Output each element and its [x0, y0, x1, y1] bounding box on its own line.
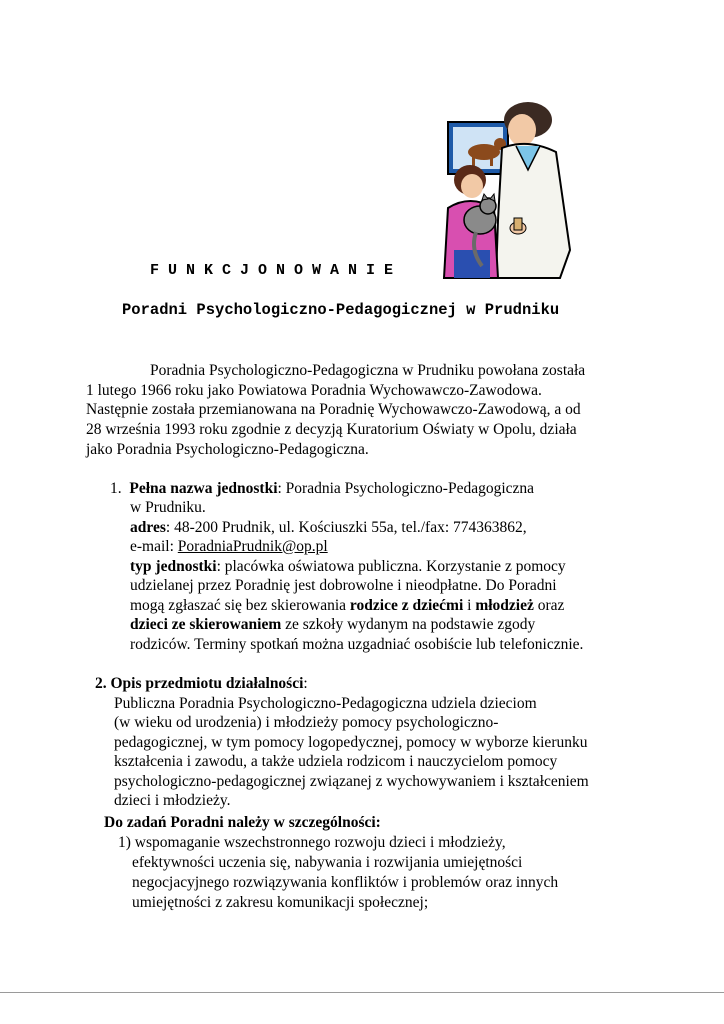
section1-type-line-5: rodziców. Terminy spotkań można uzgadniać osobiście lub telefonicznie.: [130, 636, 584, 653]
section2-heading: [95, 674, 308, 694]
intro-line: Poradnia Psychologiczno-Pedagogiczna w Prudniku powołana została: [150, 362, 586, 379]
section1-address-line: [130, 518, 527, 538]
text-segment: mogą zgłaszać się bez skierowania: [130, 597, 350, 614]
tasks-heading: [104, 813, 381, 833]
email-link[interactable]: PoradniaPrudnik@op.pl: [177, 538, 328, 555]
section2-line: Publiczna Poradnia Psychologiczno-Pedagogiczna udziela dzieciom: [114, 695, 537, 712]
section2-line: (w wieku od urodzenia) i młodzieży pomocy psychologiczno-: [114, 714, 499, 731]
section1-type-line-2: udzielanej przez Poradnię jest dobrowolne i nieodpłatne. Do Poradni: [130, 577, 557, 594]
text-segment: ze szkoły wydanym na podstawie zgody: [281, 616, 536, 633]
address-value: : 48-200 Prudnik, ul. Kościuszki 55a, tel./fax: 774363862,: [165, 519, 527, 536]
intro-line: 28 września 1993 roku zgodnie z decyzją Kuratorium Oświaty w Opolu, działa: [86, 421, 577, 438]
bold-parents-children: rodzice z dziećmi: [349, 597, 464, 614]
section2-colon: :: [303, 675, 308, 692]
section1-name-line: [110, 479, 534, 499]
section1-name-cont: w Prudniku.: [130, 499, 206, 516]
task-line: umiejętności z zakresu komunikacji społecznej;: [132, 894, 429, 911]
section1-name-label: Pełna nazwa jednostki: [129, 480, 278, 497]
section2-line: dzieci i młodzieży.: [114, 792, 231, 809]
bold-youth: młodzież: [475, 597, 534, 614]
section2-line: psychologiczno-pedagogicznej związanej z wychowywaniem i kształceniem: [114, 773, 589, 790]
heading-funkcjonowanie: F U N K C J O N O W A N I E: [150, 262, 394, 279]
section2-number: 2: [95, 675, 103, 692]
teacher-child-cat-clipart-icon: [432, 100, 572, 280]
section1-name-value: : Poradnia Psychologiczno-Pedagogiczna: [277, 480, 535, 497]
task-line: efektywności uczenia się, nabywania i rozwijania umiejętności: [132, 854, 523, 871]
bold-children-referral: dzieci ze skierowaniem: [130, 616, 282, 633]
intro-line: Następnie została przemianowana na Poradnię Wychowawczo-Zawodową, a od: [86, 401, 581, 418]
intro-line: jako Poradnia Psychologiczno-Pedagogiczna.: [86, 441, 369, 458]
task-line: 1) wspomaganie wszechstronnego rozwoju dzieci i młodzieży,: [118, 834, 506, 851]
tasks-heading-text: Do zadań Poradni należy w szczególności:: [104, 814, 381, 831]
address-label: adres: [130, 519, 166, 536]
type-value: : placówka oświatowa publiczna. Korzystanie z pomocy: [216, 558, 566, 575]
section1-type-line-3: [130, 596, 564, 616]
section1-number: 1.: [110, 480, 122, 497]
page-bottom-rule: [0, 992, 724, 993]
text-segment: i: [463, 597, 476, 614]
intro-line: 1 lutego 1966 roku jako Powiatowa Poradnia Wychowawczo-Zawodowa.: [86, 382, 542, 399]
section1-type-line-4: [130, 615, 535, 635]
section2-line: kształcenia i zawodu, a także udziela rodzicom i nauczycielom pomocy: [114, 753, 558, 770]
page-subtitle: Poradni Psychologiczno-Pedagogicznej w Prudniku: [122, 301, 560, 319]
section1-email-line: [130, 537, 328, 557]
section1-type-line: [130, 557, 566, 577]
email-label: e-mail:: [130, 538, 178, 555]
section2-line: pedagogicznej, w tym pomocy logopedycznej, pomocy w wyborze kierunku: [114, 734, 588, 751]
text-segment: oraz: [533, 597, 565, 614]
type-label: typ jednostki: [130, 558, 217, 575]
section2-title: . Opis przedmiotu działalności: [102, 675, 304, 692]
task-line: negocjacyjnego rozwiązywania konfliktów i problemów oraz innych: [132, 874, 559, 891]
